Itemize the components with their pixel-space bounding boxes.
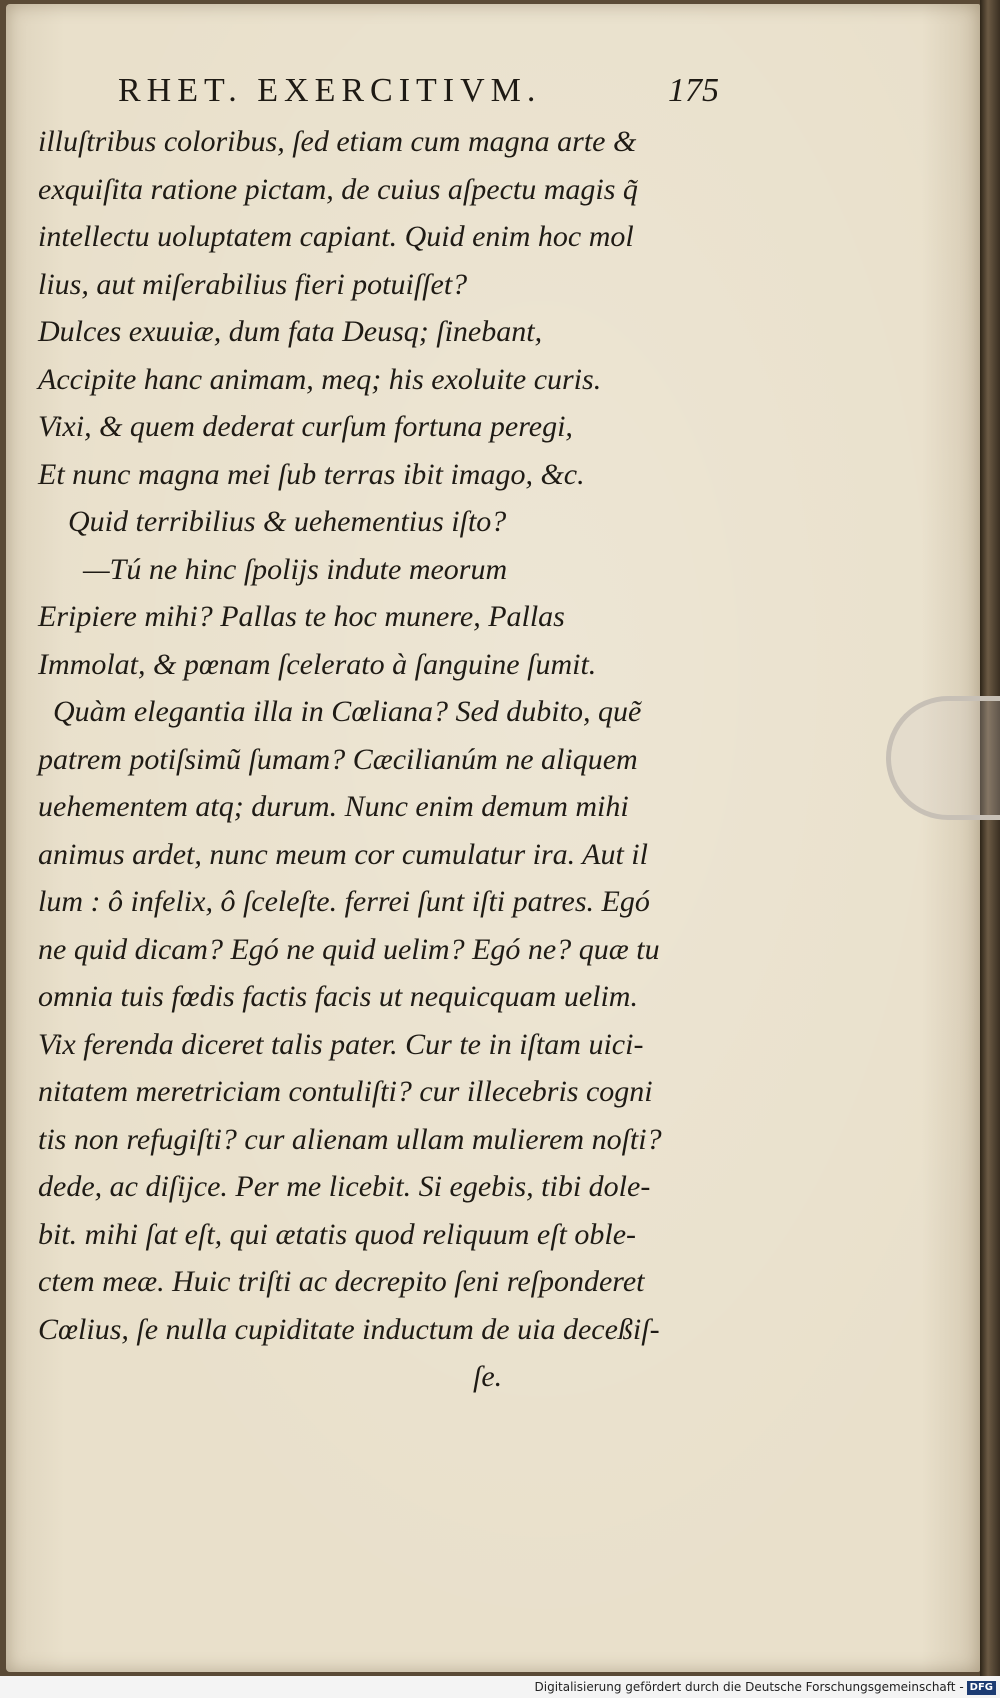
text-line: Vix ferenda diceret talis pater. Cur te in iſtam uici- (38, 1027, 644, 1061)
text-line: lum : ô infelix, ô ſceleſte. ferrei ſunt iſti patres. Egó (38, 885, 650, 918)
text-line: ctem meæ. Huic triſti ac decrepito ſeni reſponderet (38, 1265, 645, 1298)
text-line: Immolat, & pœnam ſcelerato à ſanguine ſumit. (38, 647, 597, 681)
digitization-footer (0, 1676, 1000, 1698)
text-line: ne quid dicam? Egó ne quid uelim? Egó ne? quæ tu (38, 932, 660, 966)
text-line: uehementem atq; durum. Nunc enim demum mihi (38, 790, 629, 823)
body-text (38, 118, 738, 1401)
text-line: ſe. (38, 1360, 503, 1393)
text-line: animus ardet, nunc meum cor cumulatur ira. Aut il (38, 837, 648, 871)
text-line: Dulces exuuiæ, dum fata Deusq; ſinebant, (38, 315, 543, 348)
text-line: patrem potiſsimũ ſumam? Cæcilianúm ne aliquem (38, 742, 638, 776)
page-clip (886, 696, 1000, 820)
text-line: illuſtribus coloribus, ſed etiam cum magna arte & (38, 125, 637, 158)
text-line: —Tú ne hinc ſpolijs indute meorum (38, 552, 508, 586)
page-number: 175 (668, 72, 719, 109)
text-line: Vixi, & quem dederat curſum fortuna peregi, (38, 410, 573, 443)
text-line: dede, ac diſijce. Per me licebit. Si egebis, tibi dole- (38, 1170, 651, 1203)
text-line: Cœlius, ſe nulla cupiditate inductum de uia deceßiſ- (38, 1312, 660, 1346)
dfg-logo: DFG (967, 1681, 996, 1695)
text-line: Quàm elegantia illa in Cœliana? Sed dubito, quẽ (38, 695, 642, 728)
book-spine (980, 0, 1000, 1690)
text-line: exquiſita ratione pictam, de cuius aſpectu magis q̃ (38, 172, 638, 206)
text-line: Quid terribilius & uehementius iſto? (38, 505, 507, 538)
text-line: Eripiere mihi? Pallas te hoc munere, Pallas (38, 600, 565, 633)
text-line: nitatem meretriciam contuliſti? cur illecebris cogni (38, 1075, 653, 1108)
text-line: lius, aut miſerabilius fieri potuiſſet? (38, 267, 468, 301)
footer-text: Digitalisierung gefördert durch die Deutsche Forschungsgemeinschaft - (534, 1680, 964, 1694)
text-line: Accipite hanc animam, meq; his exoluite curis. (38, 362, 602, 396)
running-header: RHET. EXERCITIVM. (118, 72, 542, 109)
text-line: Et nunc magna mei ſub terras ibit imago, &c. (38, 457, 585, 491)
text-line: omnia tuis fœdis factis facis ut nequicquam uelim. (38, 980, 638, 1013)
text-line: intellectu uoluptatem capiant. Quid enim hoc mol (38, 220, 634, 253)
text-line: tis non refugiſti? cur alienam ullam mulierem noſti? (38, 1122, 662, 1156)
text-line: bit. mihi ſat eſt, qui ætatis quod reliquum eſt oble- (38, 1217, 637, 1251)
